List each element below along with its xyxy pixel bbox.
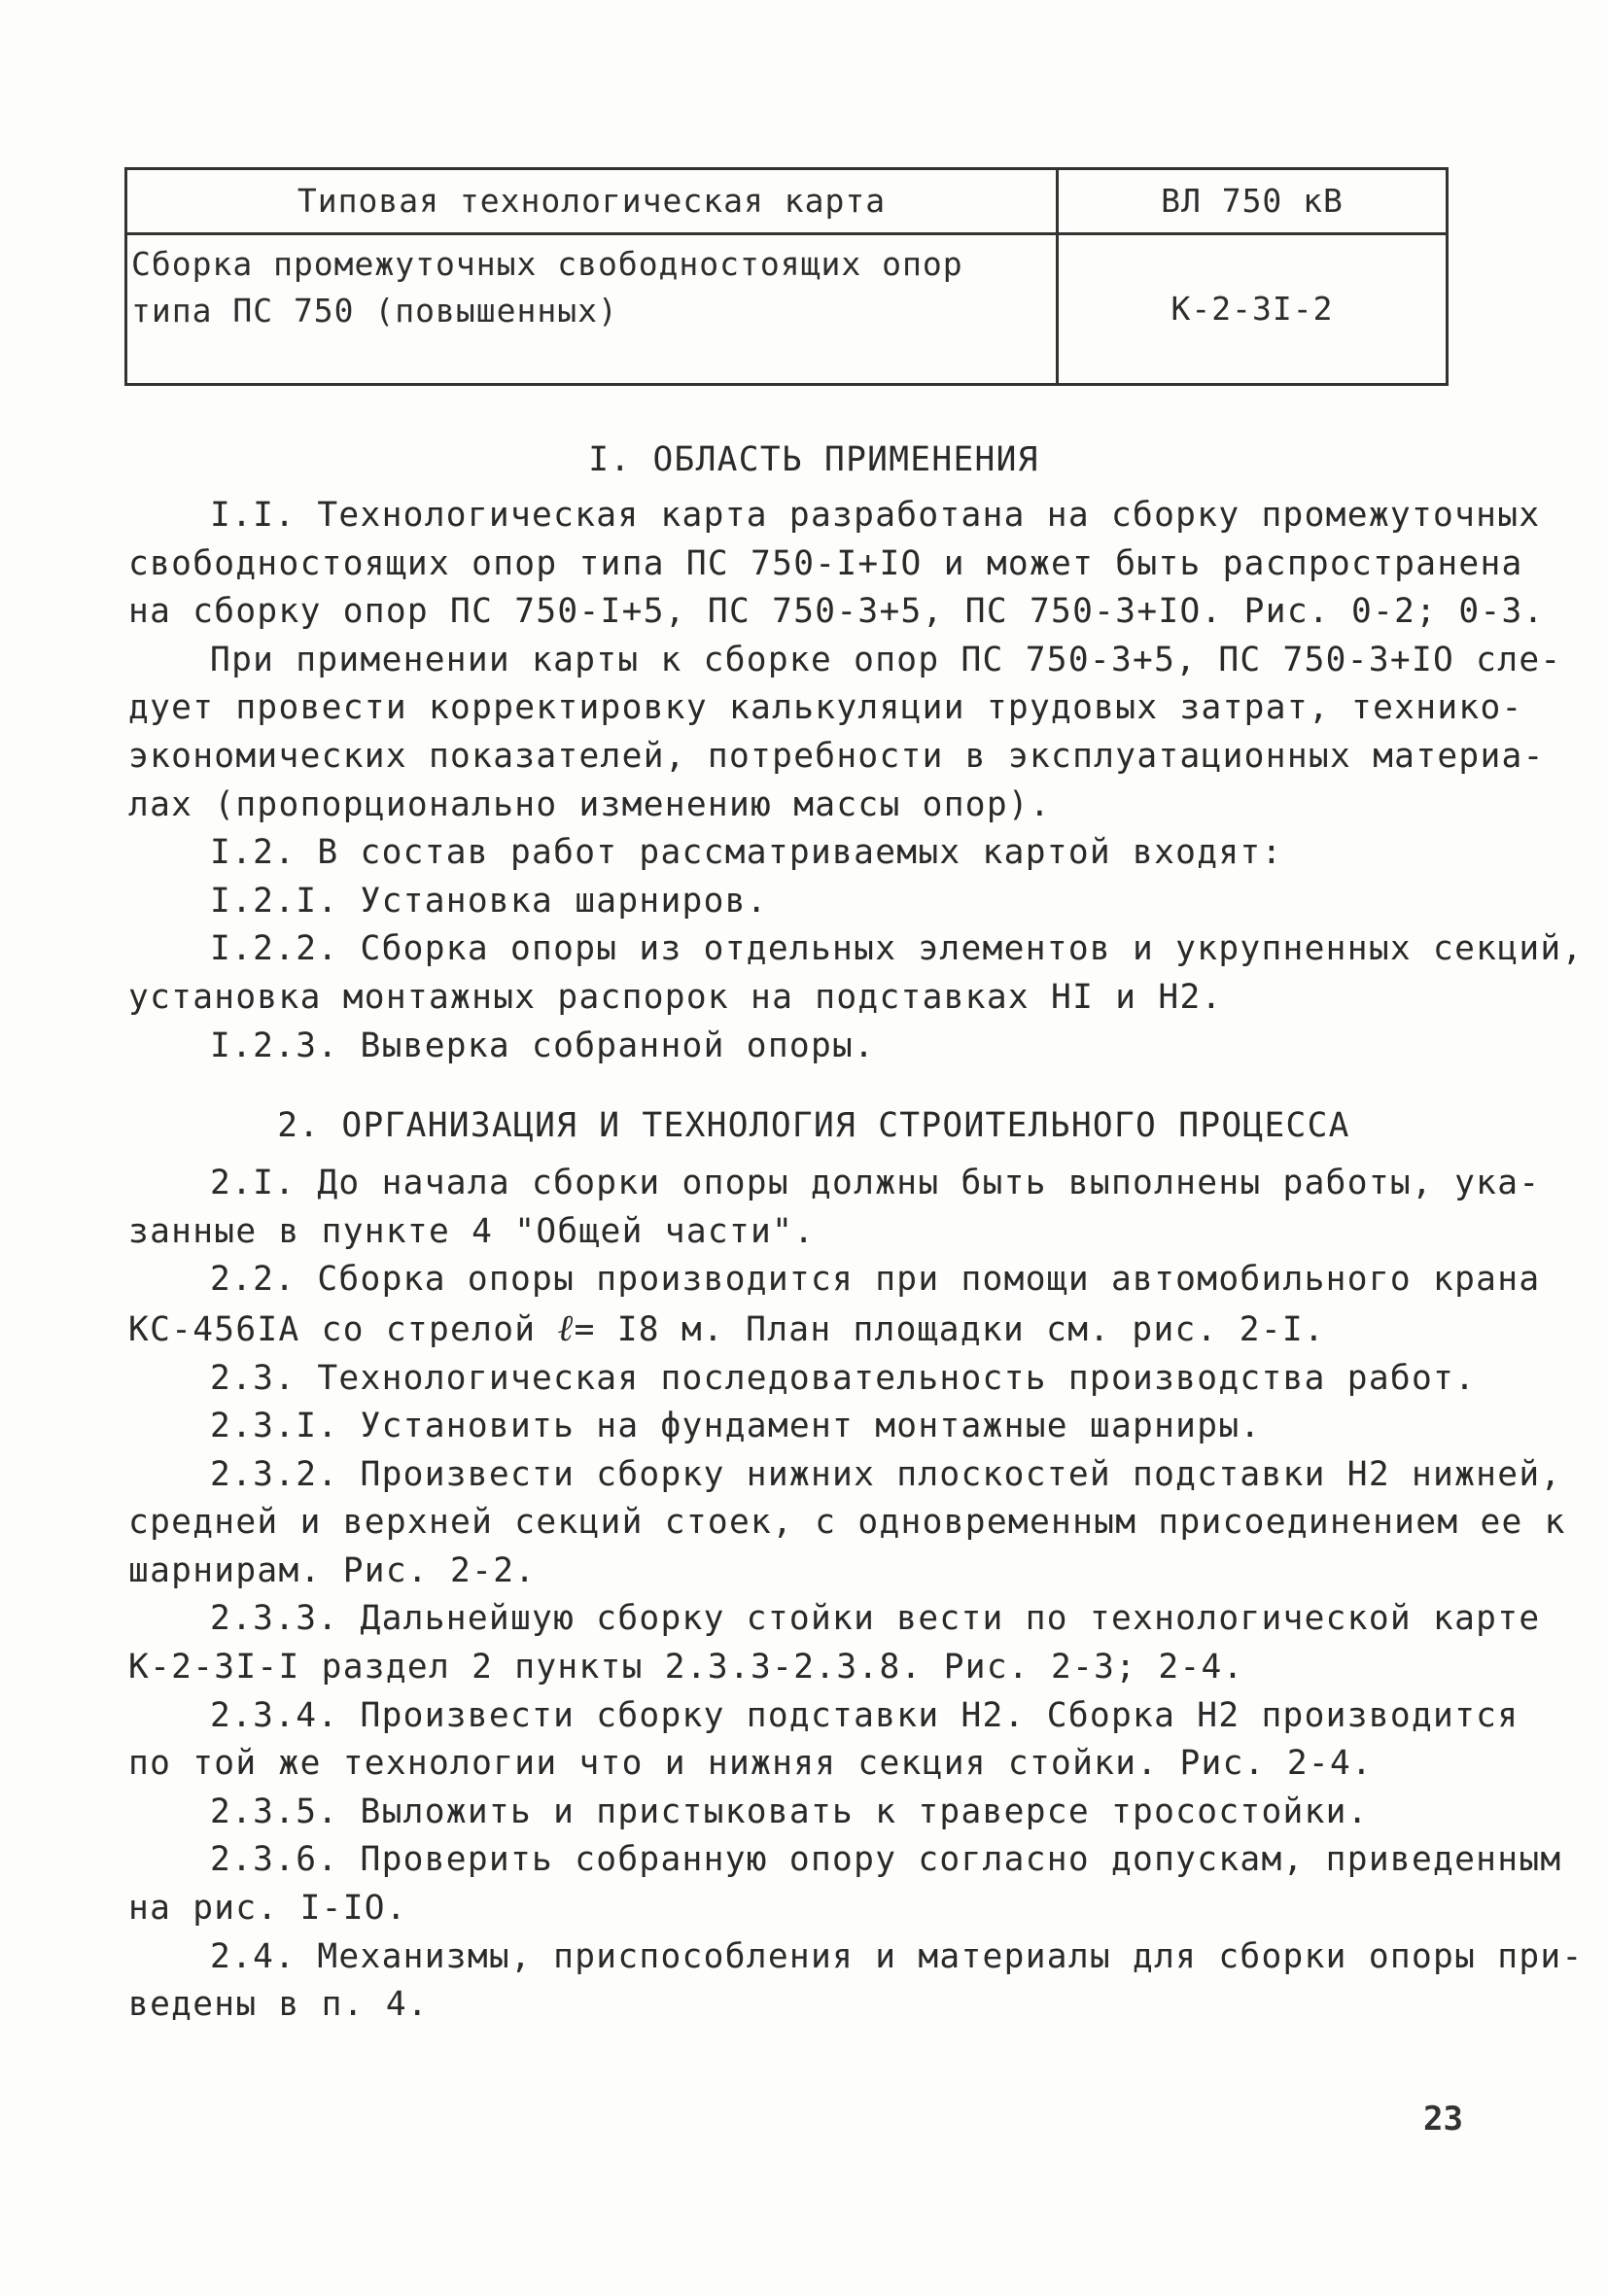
paragraph-line: шарнирам. Рис. 2-2.	[128, 1550, 537, 1590]
paragraph-line: I.2.I. Установка шарниров.	[210, 881, 768, 921]
paragraph-line: I.I. Технологическая карта разработана на сборку промежуточных	[210, 496, 1541, 535]
section-heading-scope: I. ОБЛАСТЬ ПРИМЕНЕНИЯ	[588, 440, 1039, 479]
paragraph-line: 2.3.I. Установить на фундамент монтажные шарниры.	[210, 1407, 1262, 1446]
paragraph-line: дует провести корректировку калькуляции трудовых затрат, технико-	[128, 688, 1523, 728]
paragraph-line: 2.I. До начала сборки опоры должны быть выполнены работы, ука-	[210, 1164, 1541, 1203]
paragraph-line: средней и верхней секций стоек, с одновременным присоединением ее к	[128, 1503, 1566, 1543]
paragraph-line: I.2. В состав работ рассматриваемых картой входят:	[210, 833, 1283, 873]
paragraph-line: экономических показателей, потребности в эксплуатационных материа-	[128, 736, 1545, 776]
paragraph-line: 2.3.3. Дальнейшую сборку стойки вести по технологической карте	[210, 1599, 1541, 1639]
paragraph-line: 2.3.5. Выложить и пристыковать к траверсе тросостойки.	[210, 1792, 1369, 1831]
paragraph-line: на рис. I-IO.	[128, 1889, 407, 1929]
paragraph-line: При применении карты к сборке опор ПС 750-3+5, ПС 750-3+IO сле-	[210, 640, 1562, 679]
paragraph-line: лах (пропорционально изменению массы опор).	[128, 784, 1052, 824]
paragraph-line: свободностоящих опор типа ПС 750-I+IO и может быть распространена	[128, 543, 1523, 583]
crane-line-suffix: = I8 м. План площадки см. рис. 2-I.	[574, 1309, 1326, 1349]
paragraph-line: I.2.2. Сборка опоры из отдельных элементов и укрупненных секций,	[210, 929, 1584, 969]
paragraph-line: 2.3. Технологическая последовательность производства работ.	[210, 1358, 1477, 1398]
paragraph-line: I.2.3. Выверка собранной опоры.	[210, 1026, 876, 1065]
paragraph-line: занные в пункте 4 "Общей части".	[128, 1211, 816, 1251]
card-description	[126, 234, 1058, 385]
description-line-1: Сборка промежуточных свободностоящих опор	[131, 245, 963, 283]
paragraph-line: 2.3.6. Проверить собранную опору согласно допускам, приведенным	[210, 1840, 1562, 1880]
paragraph-line: 2.3.4. Произвести сборку подставки Н2. Сборка Н2 производится	[210, 1695, 1520, 1735]
section-heading-organization: 2. ОРГАНИЗАЦИЯ И ТЕХНОЛОГИЯ СТРОИТЕЛЬНОГО ПРОЦЕССА	[277, 1106, 1350, 1146]
description-line-2: типа ПС 750 (повышенных)	[131, 292, 618, 330]
paragraph-line: ведены в п. 4.	[128, 1985, 429, 2025]
paragraph-line: установка монтажных распорок на подставках НI и Н2.	[128, 977, 1223, 1017]
crane-line-prefix: КС-456IА со стрелой	[128, 1309, 558, 1349]
paragraph-line: 2.2. Сборка опоры производится при помощи автомобильного крана	[210, 1260, 1541, 1300]
card-type-title: Типовая технологическая карта	[126, 169, 1058, 234]
paragraph-line-crane	[128, 1305, 1470, 1355]
page-number: 23	[1423, 2100, 1463, 2139]
title-block	[124, 167, 1449, 386]
paragraph-line: К-2-3I-I раздел 2 пункты 2.3.3-2.3.8. Рис. 2-3; 2-4.	[128, 1648, 1244, 1687]
paragraph-line: 2.4. Механизмы, приспособления и материалы для сборки опоры при-	[210, 1936, 1584, 1976]
card-code: К-2-3I-2	[1058, 234, 1448, 385]
paragraph-line: по той же технологии что и нижняя секция стойки. Рис. 2-4.	[128, 1744, 1374, 1784]
paragraph-line: 2.3.2. Произвести сборку нижних плоскостей подставки Н2 нижней,	[210, 1454, 1562, 1494]
paragraph-line: на сборку опор ПС 750-I+5, ПС 750-3+5, ПС 750-3+IO. Рис. 0-2; 0-3.	[128, 592, 1545, 632]
document-body	[128, 428, 1584, 2030]
boom-length-symbol: ℓ	[557, 1305, 575, 1349]
power-line-label: ВЛ 750 кВ	[1058, 169, 1448, 234]
